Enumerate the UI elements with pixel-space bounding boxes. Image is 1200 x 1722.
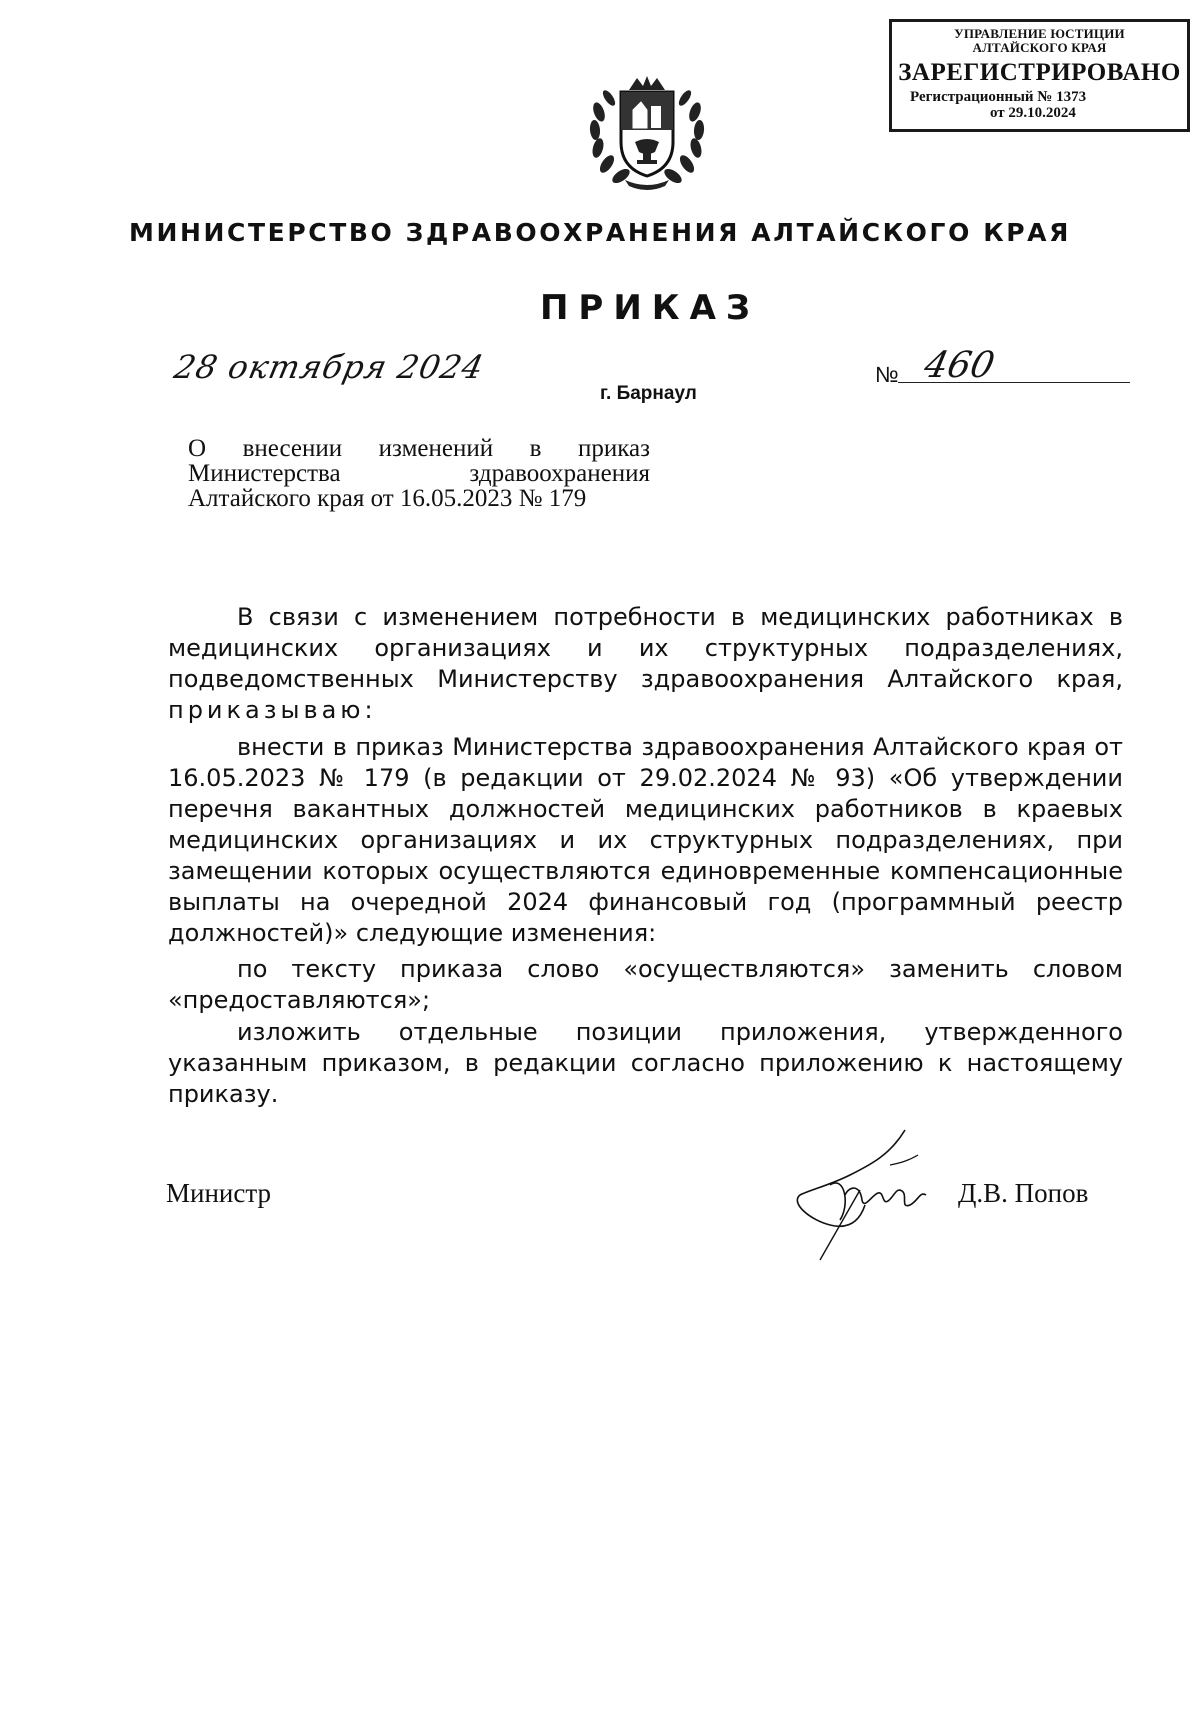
paragraph-appendix: изложить отдельные позиции приложения, утвержденного указанным приказом, в редакции согласно приложению к настоящему приказу. xyxy=(168,1018,1123,1108)
order-date: 28 октября 2024 xyxy=(170,348,488,386)
number-sign: № xyxy=(875,362,899,387)
number-underline xyxy=(898,382,1130,383)
paragraph-replacement: по тексту приказа слово «осуществляются» заменить словом «предоставляются»; xyxy=(168,955,1123,1014)
stamp-org-line2: АЛТАЙСКОГО КРАЯ xyxy=(972,40,1107,55)
signer-position: Министр xyxy=(166,1178,271,1208)
coat-of-arms-icon xyxy=(585,72,709,194)
ministry-name: МИНИСТЕРСТВО ЗДРАВООХРАНЕНИЯ АЛТАЙСКОГО КРАЯ xyxy=(129,218,1071,247)
handwritten-signature xyxy=(790,1125,940,1265)
stamp-registration-number: Регистрационный № 1373 xyxy=(910,89,1087,105)
subject-line-3: Алтайского края от 16.05.2023 № 179 xyxy=(188,485,587,512)
stamp-org-line1: УПРАВЛЕНИЕ ЮСТИЦИИ xyxy=(954,26,1125,41)
subject-line-1: О внесении изменений в приказ xyxy=(188,435,650,462)
order-subject xyxy=(188,436,650,511)
command-word: приказываю: xyxy=(168,696,377,724)
document-type: ПРИКАЗ xyxy=(539,288,761,328)
stamp-registration-date: от 29.10.2024 xyxy=(990,105,1076,121)
subject-line-2: Министерства здравоохранения xyxy=(188,460,650,487)
paragraph-preamble xyxy=(168,602,1123,726)
signer-name: Д.В. Попов xyxy=(958,1178,1089,1208)
paragraph-amendment: внести в приказ Министерства здравоохранения Алтайского края от 16.05.2023 № 179 (в редакции от 29.02.2024 № 93) «Об утверждении перечня вакантных должностей медицинских работников в краевых медицинских организациях и их структурных подразделениях, при замещении которых осуществляются единовременные компенсационные выплаты на очередной 2024 финансовый год (программный реестр должностей)» следующие изменения: xyxy=(168,733,1123,947)
stamp-organization xyxy=(892,27,1187,55)
preamble-text: В связи с изменением потребности в медицинских работниках в медицинских организациях и их структурных подразделениях, подведомственных Министерству здравоохранения Алтайского края, xyxy=(168,603,1123,693)
stamp-status: ЗАРЕГИСТРИРОВАНО xyxy=(898,59,1181,86)
order-number: 460 xyxy=(920,345,999,386)
city: г. Барнаул xyxy=(600,383,697,404)
stamp-registration xyxy=(892,89,1187,121)
registration-stamp xyxy=(889,19,1190,132)
